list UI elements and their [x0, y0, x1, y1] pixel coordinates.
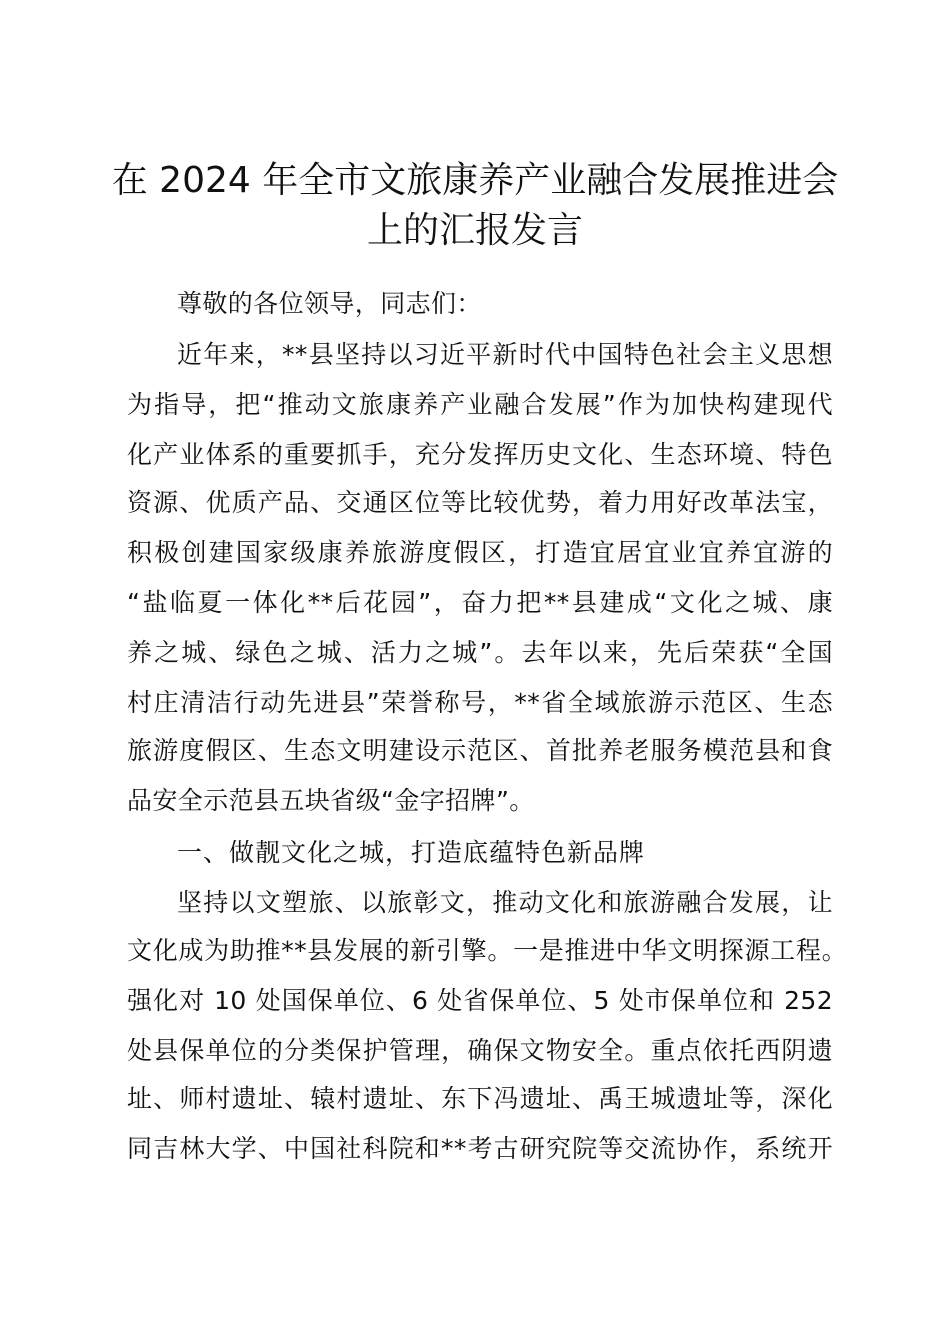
paragraph-1-line: 村庄清洁行动先进县”荣誉称号，**省全域旅游示范区、生态	[127, 688, 833, 717]
document-title-line-1: 在 2024 年全市文旅康养产业融合发展推进会	[111, 160, 839, 201]
paragraph-1-line: 旅游度假区、生态文明建设示范区、首批养老服务模范县和食	[127, 736, 833, 765]
document-title-line-2: 上的汇报发言	[366, 210, 583, 251]
paragraph-1-line: 养之城、绿色之城、活力之城”。去年以来，先后荣获“全国	[127, 638, 833, 667]
paragraph-1-line: 积极创建国家级康养旅游度假区，打造宜居宜业宜养宜游的	[127, 538, 833, 567]
paragraph-1-line: 资源、优质产品、交通区位等比较优势，着力用好改革法宝，	[127, 488, 833, 517]
salutation: 尊敬的各位领导，同志们：	[177, 289, 482, 318]
paragraph-2-line: 址、师村遗址、辕村遗址、东下冯遗址、禹王城遗址等，深化	[127, 1084, 833, 1113]
paragraph-1-line: 近年来，**县坚持以习近平新时代中国特色社会主义思想	[177, 340, 833, 369]
paragraph-2-line: 同吉林大学、中国社科院和**考古研究院等交流协作，系统开	[127, 1134, 833, 1163]
paragraph-2-line: 坚持以文塑旅、以旅彰文，推动文化和旅游融合发展，让	[177, 888, 833, 917]
paragraph-1-line: 为指导，把“推动文旅康养产业融合发展”作为加快构建现代	[127, 390, 833, 419]
paragraph-2-line: 处县保单位的分类保护管理，确保文物安全。重点依托西阴遗	[127, 1036, 833, 1065]
paragraph-2-line: 强化对 10 处国保单位、6 处省保单位、5 处市保单位和 252	[127, 986, 833, 1015]
paragraph-1-line: “盐临夏一体化**后花园”，奋力把**县建成“文化之城、康	[127, 588, 833, 617]
paragraph-2-line: 文化成为助推**县发展的新引擎。一是推进中华文明探源工程。	[127, 936, 847, 965]
section-1-heading: 一、做靓文化之城，打造底蕴特色新品牌	[177, 838, 646, 867]
paragraph-1-line: 化产业体系的重要抓手，充分发挥历史文化、生态环境、特色	[127, 440, 833, 469]
paragraph-1-line: 品安全示范县五块省级“金字招牌”。	[127, 786, 535, 815]
